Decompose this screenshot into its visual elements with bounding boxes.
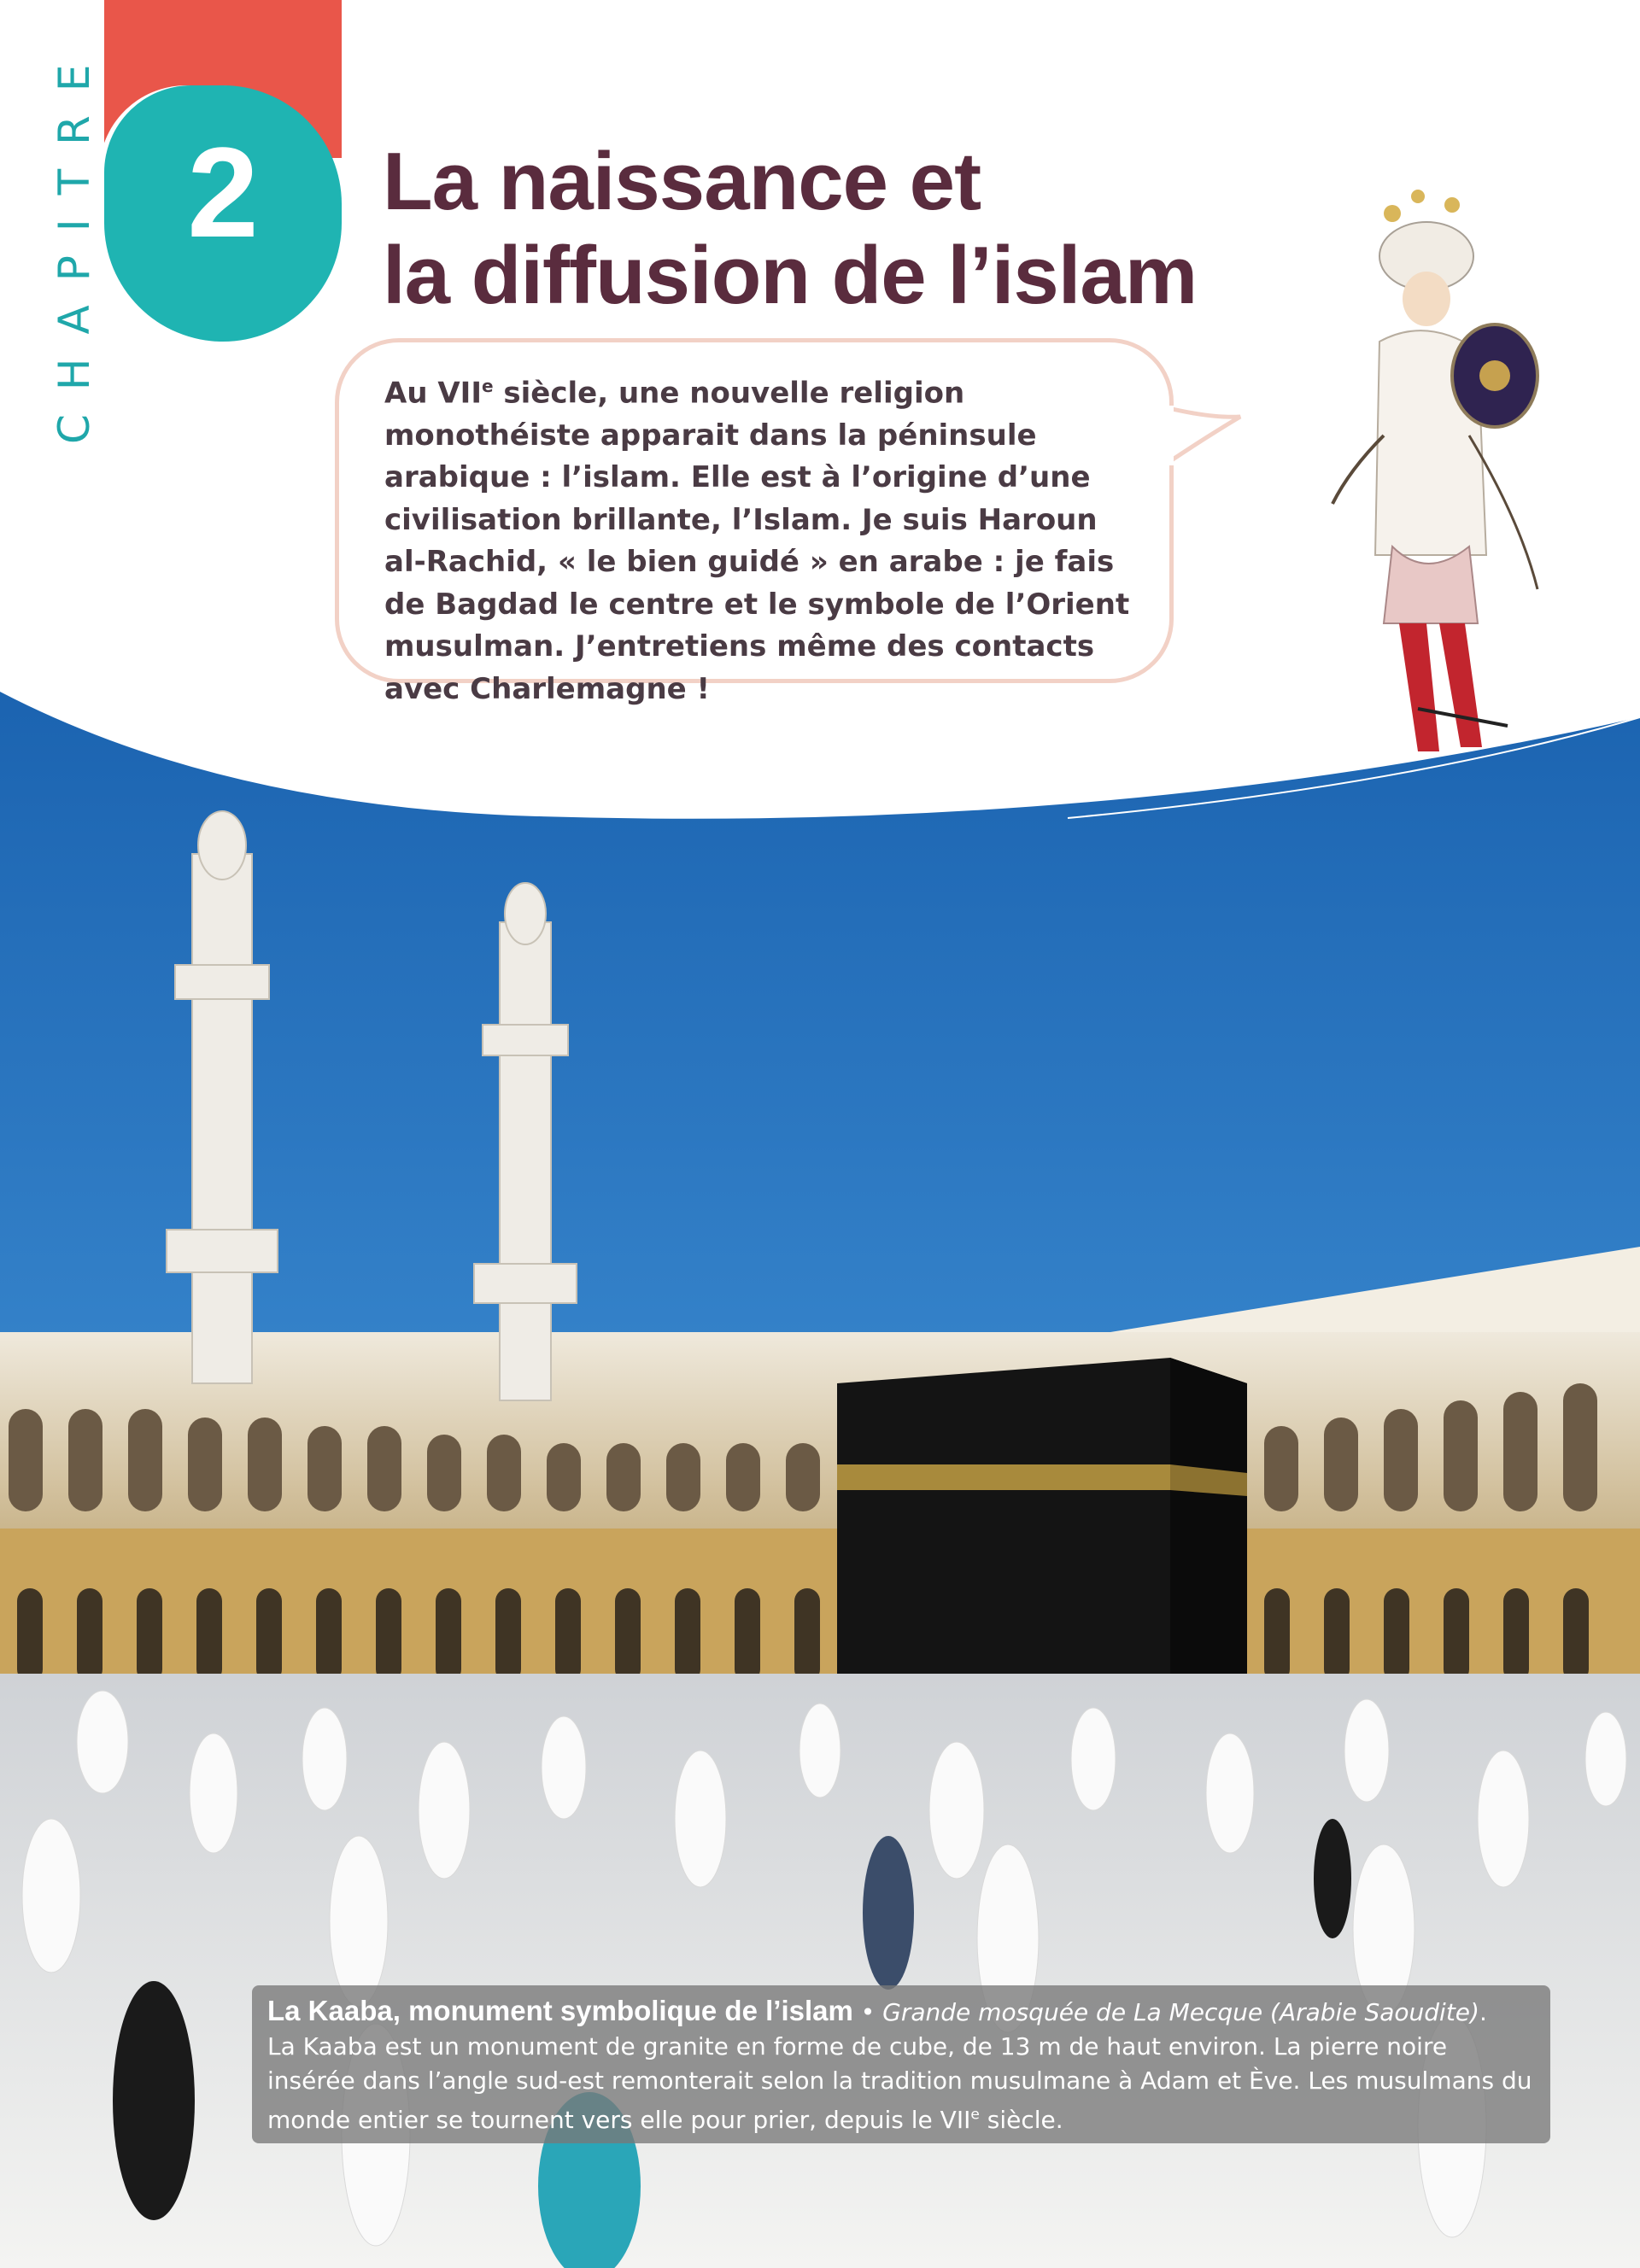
haroun-al-rachid-illustration xyxy=(1298,179,1555,760)
caption-title: La Kaaba, monument symbolique de l’islam xyxy=(267,1995,853,2026)
caption-period: . xyxy=(1479,1998,1487,2026)
chapter-title-line-2: la diffusion de l’islam xyxy=(383,230,1198,321)
caption-bullet: • xyxy=(852,1998,883,2026)
caption-body: La Kaaba est un monument de granite en forme de cube, de 13 m de haut environ. La pierre noire insérée dans l’angle sud-est remonterait selon la tradition musulmane à Adam et Ève. Les musulmans du monde entier se tournent vers elle pour prier, depuis le VIIe siècle. xyxy=(267,2032,1532,2135)
speech-bubble-tail xyxy=(1162,401,1247,470)
chapter-title-line-1: La naissance et xyxy=(383,136,981,227)
caption-subtitle: Grande mosquée de La Mecque (Arabie Saoudite) xyxy=(882,1998,1479,2026)
photo-caption xyxy=(252,1985,1550,2143)
chapter-number: 2 xyxy=(187,120,259,264)
speech-bubble-text: Au VIIe siècle, une nouvelle religion monothéiste apparait dans la péninsule arabique : l’islam. Elle est à l’origine d’une civilisation brillante, l’Islam. Je suis Haroun al-Rachid, « le bien guidé » en arabe : je fais de Bagdad le centre et le symbole de l’Orient musulman. J’entretiens même des contacts avec Charlemagne ! xyxy=(384,376,1130,706)
chapter-title xyxy=(383,135,1197,323)
chapter-side-label: CHAPITRE xyxy=(50,40,99,444)
